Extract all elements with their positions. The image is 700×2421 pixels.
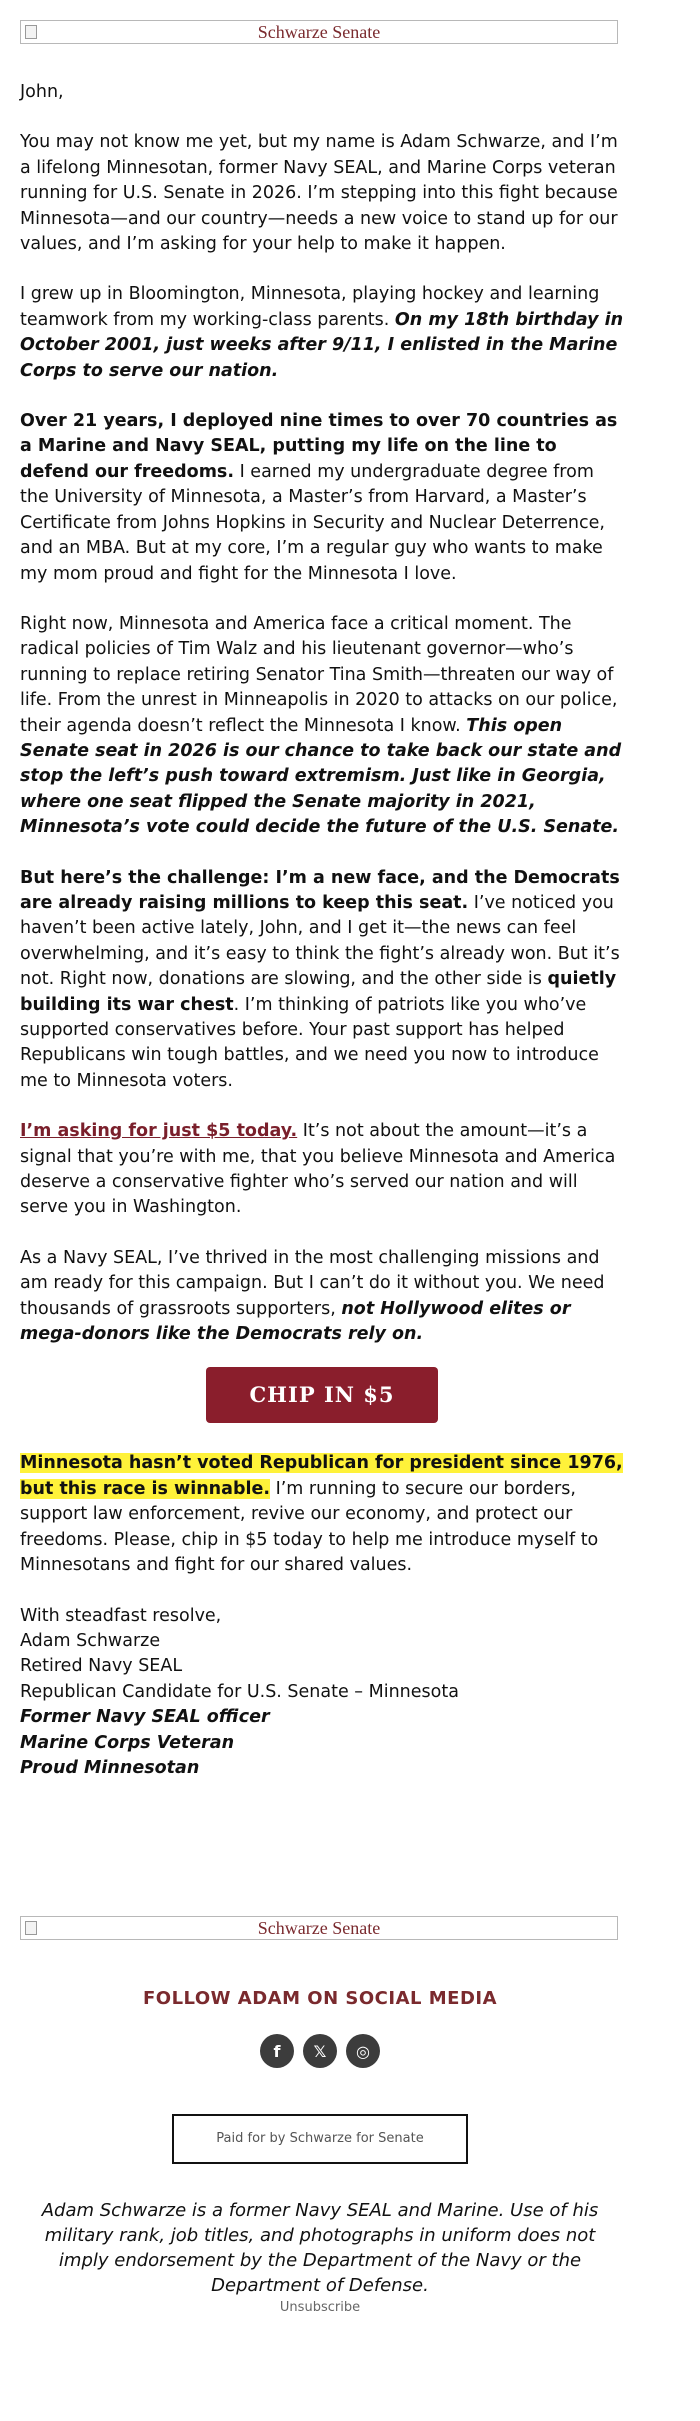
signoff: With steadfast resolve,: [20, 1605, 222, 1626]
unsubscribe-link[interactable]: Unsubscribe: [279, 2300, 361, 2315]
instagram-icon[interactable]: ◎: [346, 2034, 380, 2068]
signature-name: Adam Schwarze: [20, 1630, 161, 1651]
paragraph-background: I grew up in Bloomington, Minnesota, playing hockey and learning teamwork from my working-class parents. On my 18th birthday in October 2001, just weeks after 9/11, I enlisted in the Marine Corps to serve our nation.: [20, 284, 624, 381]
footer-banner-image[interactable]: [20, 1916, 618, 1940]
chip-in-button[interactable]: CHIP IN $5: [206, 1367, 438, 1423]
social-links: [260, 2034, 380, 2070]
broken-image-icon: [25, 1921, 37, 1935]
signature-candidate: Republican Candidate for U.S. Senate – Minnesota: [20, 1681, 459, 1702]
signature-line-1: Former Navy SEAL officer: [20, 1707, 270, 1728]
signature-line-3: Proud Minnesotan: [20, 1757, 200, 1778]
ask-five-dollars-link[interactable]: I’m asking for just $5 today.: [20, 1121, 298, 1142]
email-body: [20, 80, 624, 1781]
signature-line-2: Marine Corps Veteran: [20, 1732, 235, 1753]
paragraph-challenge: But here’s the challenge: I’m a new face, and the Democrats are already raising millions to keep this seat. I’ve noticed you haven’t been active lately, John, and I get it—the news can feel overwhelming, and it’s easy to think the fight’s already won. But it’s not. Right now, donations are slowing, and the other side is quietly building its war chest. I’m thinking of patriots like you who’ve supported conservatives before. Your past support has helped Republicans win tough battles, and we need you now to introduce me to Minnesota voters.: [20, 867, 620, 1091]
header-banner-alt: Schwarze Senate: [257, 22, 381, 42]
signature-title: Retired Navy SEAL: [20, 1656, 183, 1677]
facebook-icon[interactable]: f: [260, 2034, 294, 2068]
paragraph-service: Over 21 years, I deployed nine times to over 70 countries as a Marine and Navy SEAL, putting my life on the line to defend our freedoms. I earned my undergraduate degree from the University of Minnesota, a Master’s from Harvard, a Master’s Certificate from Johns Hopkins in Security and Nuclear Deterrence, and an MBA. But at my core, I’m a regular guy who wants to make my mom proud and fight for the Minnesota I love.: [20, 411, 618, 584]
paragraph-grassroots: As a Navy SEAL, I’ve thrived in the most challenging missions and am ready for this campaign. But I can’t do it without you. We need thousands of grassroots supporters, not Hollywood elites or mega-donors like the Democrats rely on.: [20, 1247, 605, 1345]
disclaimer: Adam Schwarze is a former Navy SEAL and Marine. Use of his military rank, job titles, and photographs in uniform does not imply endorsement by the Department of the Navy or the Department of Defense.: [41, 2200, 599, 2296]
header-banner-image[interactable]: [20, 20, 618, 44]
follow-heading: FOLLOW ADAM ON SOCIAL MEDIA: [142, 1988, 498, 2009]
footer-banner-alt: Schwarze Senate: [257, 1918, 381, 1938]
x-icon[interactable]: 𝕏: [303, 2034, 337, 2068]
paragraph-critical-moment: Right now, Minnesota and America face a critical moment. The radical policies of Tim Walz and his lieutenant governor—who’s running to replace retiring Senator Tina Smith—threaten our way of life. From the unrest in Minneapolis in 2020 to attacks on our police, their agenda doesn’t reflect the Minnesota I know. This open Senate seat in 2026 is our chance to take back our state and stop the left’s push toward extremism. Just like in Georgia, where one seat flipped the Senate majority in 2021, Minnesota’s vote could decide the future of the U.S. Senate.: [20, 613, 622, 838]
paragraph-ask: I’m asking for just $5 today. It’s not about the amount—it’s a signal that you’re with me, that you believe Minnesota and America deserve a conservative fighter who’s served our nation and will serve you in Washington.: [20, 1121, 616, 1218]
paragraph-winnable: Minnesota hasn’t voted Republican for president since 1976, but this race is winnable. I’m running to secure our borders, support law enforcement, revive our economy, and protect our freedoms. Please, chip in $5 today to help me introduce myself to Minnesotans and fight for our shared values.: [20, 1453, 623, 1576]
paragraph-intro: You may not know me yet, but my name is Adam Schwarze, and I’m a lifelong Minnesotan, former Navy SEAL, and Marine Corps veteran running for U.S. Senate in 2026. I’m stepping into this fight because Minnesota—and our country—needs a new voice to stand up for our values, and I’m asking for your help to make it happen.: [20, 132, 618, 255]
broken-image-icon: [25, 25, 37, 39]
greeting: John,: [20, 82, 64, 102]
donate-button-container: [20, 1367, 624, 1423]
paid-for-box: Paid for by Schwarze for Senate: [172, 2114, 468, 2164]
